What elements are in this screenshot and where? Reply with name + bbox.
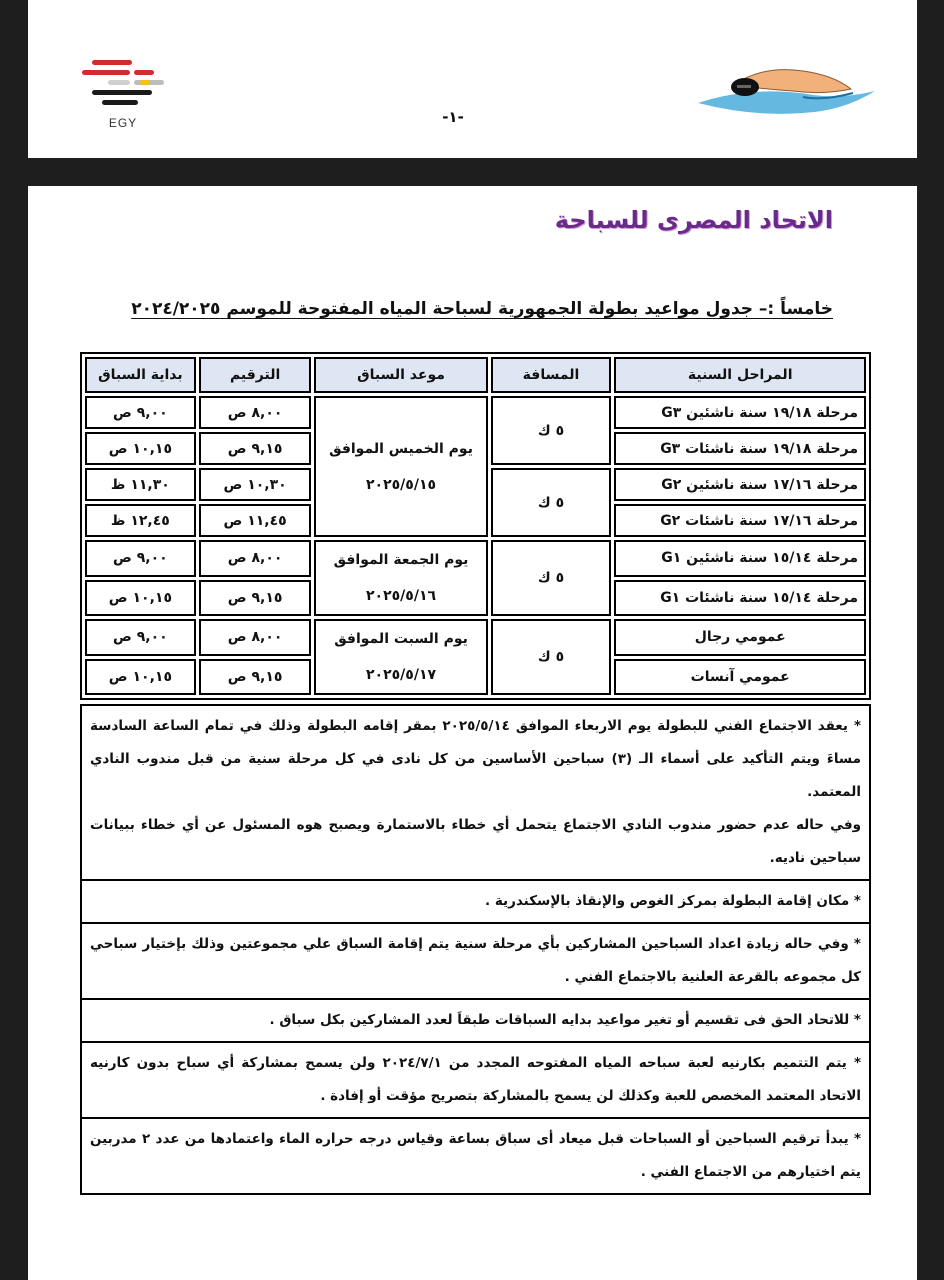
numbering-cell: ٨,٠٠ ص — [199, 540, 312, 577]
swimmer-logo-icon — [693, 55, 878, 135]
date-cell — [314, 396, 487, 537]
numbering-cell: ٨,٠٠ ص — [199, 396, 312, 429]
header-date: موعد السباق — [314, 357, 487, 393]
stage-cell: مرحلة ١٧/١٦ سنة ناشئات G٢ — [614, 504, 866, 537]
numbering-cell: ٨,٠٠ ص — [199, 619, 312, 656]
start-cell: ١٠,١٥ ص — [85, 432, 196, 465]
start-cell: ١٠,١٥ ص — [85, 659, 196, 696]
note-text: * يبدأ ترقيم السباحين أو السباحات قبل ميعاد أى سباق بساعة وقياس درجه حراره الماء واعتمادها من عدد ٢ مدربين يتم اختيارهم من الاجتماع الفني . — [90, 1131, 862, 1180]
distance-cell: ٥ ك — [491, 468, 612, 537]
date-value: ٢٠٢٥/٥/١٥ — [366, 476, 437, 493]
date-cell — [314, 619, 487, 695]
date-value: ٢٠٢٥/٥/١٧ — [366, 667, 437, 683]
page-header — [28, 0, 917, 158]
note-schedule-change — [80, 1000, 871, 1043]
start-cell: ٩,٠٠ ص — [85, 619, 196, 656]
start-cell: ٩,٠٠ ص — [85, 540, 196, 577]
header-stage: المراحل السنية — [614, 357, 866, 393]
start-cell: ١٠,١٥ ص — [85, 580, 196, 617]
note-text: * مكان إقامة البطولة بمركز الغوص والإنقاذ بالإسكندرية . — [485, 893, 861, 909]
stage-cell: عمومي رجال — [614, 619, 866, 656]
stage-cell: مرحلة ١٩/١٨ سنة ناشئات G٣ — [614, 432, 866, 465]
table-row — [85, 540, 866, 577]
start-cell: ١٢,٤٥ ظ — [85, 504, 196, 537]
header-numbering: الترقيم — [199, 357, 312, 393]
egy-label: EGY — [108, 116, 138, 130]
org-title: الاتحاد المصرى للسباحة — [554, 206, 833, 234]
stage-cell: مرحلة ١٩/١٨ سنة ناشئين G٣ — [614, 396, 866, 429]
note-numbering — [80, 1119, 871, 1195]
numbering-cell: ١١,٤٥ ص — [199, 504, 312, 537]
table-row — [85, 619, 866, 656]
stage-cell: مرحلة ١٧/١٦ سنة ناشئين G٢ — [614, 468, 866, 501]
notes-section — [80, 704, 871, 1195]
start-cell: ٩,٠٠ ص — [85, 396, 196, 429]
date-value: ٢٠٢٥/٥/١٦ — [366, 588, 437, 604]
note-text: * وفي حاله زيادة اعداد السباحين المشاركين بأي مرحلة سنية يتم إقامة السباق علي مجموعتين وذلك بإختيار سباحي كل مجموعه بالقرعة العلنية بالاجتماع الفني . — [90, 936, 861, 985]
page-number: -١- — [442, 108, 464, 126]
schedule-table — [80, 352, 871, 700]
header-distance: المسافة — [491, 357, 612, 393]
note-text: وفي حاله عدم حضور مندوب النادي الاجتماع يتحمل أي خطاء بالاستمارة ويصبح هوه المسئول عن أي خطاء ببيانات سباحين ناديه. — [90, 817, 861, 866]
table-header-row — [85, 357, 866, 393]
distance-cell: ٥ ك — [491, 396, 612, 465]
date-day: يوم السبت الموافق — [334, 631, 468, 647]
stage-cell: عمومي آنسات — [614, 659, 866, 696]
note-meeting — [80, 704, 871, 881]
numbering-cell: ١٠,٣٠ ص — [199, 468, 312, 501]
note-license — [80, 1043, 871, 1119]
stage-cell: مرحلة ١٥/١٤ سنة ناشئين G١ — [614, 540, 866, 577]
header-start: بداية السباق — [85, 357, 196, 393]
start-cell: ١١,٣٠ ظ — [85, 468, 196, 501]
note-text: * للاتحاد الحق فى تقسيم أو تغير مواعيد بدايه السباقات طبقاَ لعدد المشاركين بكل سباق . — [269, 1012, 861, 1028]
note-venue — [80, 881, 871, 924]
stage-cell: مرحلة ١٥/١٤ سنة ناشئات G١ — [614, 580, 866, 617]
numbering-cell: ٩,١٥ ص — [199, 580, 312, 617]
date-day: يوم الجمعة الموافق — [333, 552, 469, 568]
section-title: خامساً :– جدول مواعيد بطولة الجمهورية لسباحة المياه المفتوحة للموسم ٢٠٢٤/٢٠٢٥ — [131, 299, 833, 319]
table-row — [85, 396, 866, 429]
note-text: * يعقد الاجتماع الفني للبطولة يوم الاربعاء الموافق ٢٠٢٥/٥/١٤ بمقر إقامه البطولة وذلك في تمام الساعة السادسة مساءَ ويتم التأكيد على أسماء الـ (٣) سباحين الأساسين من كل نادى في كل مرحلة سنية من قبل مندوب النادي المعتمد. — [90, 718, 861, 800]
numbering-cell: ٩,١٥ ص — [199, 659, 312, 696]
date-cell — [314, 540, 487, 616]
document-page — [28, 186, 917, 1280]
numbering-cell: ٩,١٥ ص — [199, 432, 312, 465]
date-day: يوم الخميس الموافق — [329, 440, 473, 457]
distance-cell: ٥ ك — [491, 540, 612, 616]
distance-cell: ٥ ك — [491, 619, 612, 695]
note-text: * يتم التتميم بكارنيه لعبة سباحه المياه المفتوحه المجدد من ٢٠٢٤/٧/١ ولن يسمح بمشاركة أي سباح بدون كارنيه الاتحاد المعتمد المخصص للعبة وكذلك لن يسمح بالمشاركة بتصريح مؤقت أو إفادة . — [90, 1055, 862, 1104]
note-groups — [80, 924, 871, 1000]
